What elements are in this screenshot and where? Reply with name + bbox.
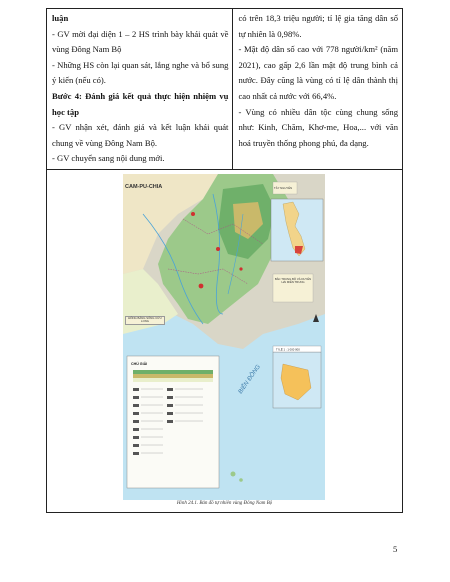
text-row <box>47 9 403 170</box>
paragraph: - GV mời đại diện 1 – 2 HS trình bày khái quát về vùng Đông Nam Bộ <box>52 28 229 55</box>
label-sea: BIỂN ĐÔNG <box>237 364 262 396</box>
heading-tail: luận <box>52 13 69 23</box>
paragraph: - Mật độ dân số cao với 778 người/km² (năm 2021), cao gấp 2,6 lần mật độ trung bình cả nước. Đây cũng là vùng có tỉ lệ dân thành thị cao nhất cả nước với 66,4%. <box>238 44 398 101</box>
paragraph: - Vùng có nhiều dân tộc cùng chung sống như: Kinh, Chăm, Khơ-me, Hoa,... với văn hoá truyền thống phong phú, đa dạng. <box>238 106 398 148</box>
label-cambodia: CAM-PU-CHIA <box>125 183 163 190</box>
lesson-table <box>46 8 403 513</box>
scale-label: TỈ LỆ 1 : 1 000 000 <box>276 347 300 352</box>
label-btb: BẮC TRUNG BỘ VÀ DUYÊN HẢI MIỀN TRUNG <box>274 276 312 285</box>
label-dbscl: ĐỒNG BẰNG SÔNG CỬU LONG <box>125 316 165 325</box>
image-row <box>47 169 403 512</box>
paragraph: có trên 18,3 triệu người; tỉ lệ gia tăng dân số tự nhiên là 0,98%. <box>238 13 398 39</box>
step-heading: Bước 4: Đánh giá kết quả thực hiện nhiệm vụ học tập <box>52 90 229 117</box>
label-tay-nguyen: TÂY NGUYÊN <box>274 185 293 190</box>
paragraph: - GV nhận xét, đánh giá và kết luận khái quát chung về vùng Đông Nam Bộ. <box>52 122 229 148</box>
region-map <box>123 174 325 500</box>
paragraph: - GV chuyển sang nội dung mới. <box>52 153 165 164</box>
left-column <box>47 9 233 170</box>
page-number: 5 <box>393 544 398 554</box>
legend-title: CHÚ GIẢI <box>131 361 148 366</box>
image-cell <box>47 169 403 512</box>
map-caption: Hình 24.1. Bản đồ tự nhiên vùng Đông Nam Bộ <box>176 500 273 506</box>
paragraph: - Những HS còn lại quan sát, lắng nghe và bổ sung ý kiến (nếu có). <box>52 59 229 86</box>
right-column <box>233 9 403 170</box>
